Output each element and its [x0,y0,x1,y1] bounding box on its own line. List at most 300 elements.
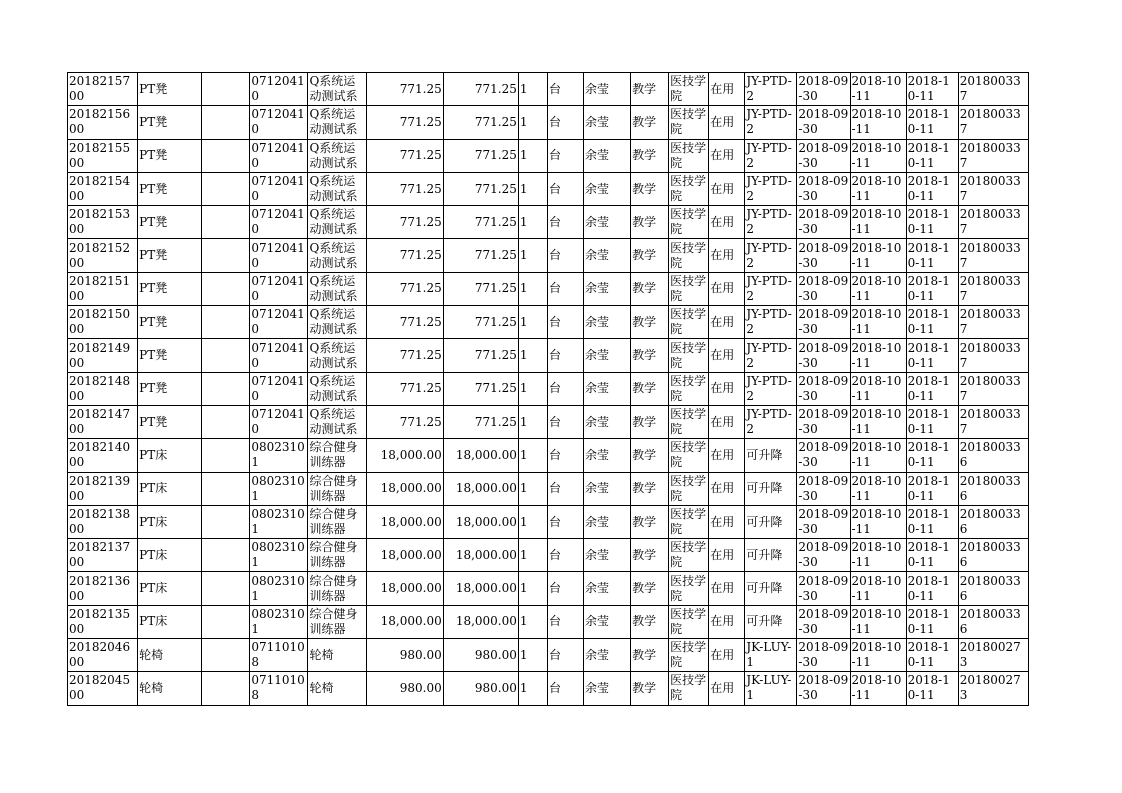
name-cell: PT凳 [138,405,202,438]
name-cell: PT凳 [138,172,202,205]
custodian-cell: 余莹 [584,272,631,305]
qty-cell: 1 [518,639,547,672]
usage-cell: 教学 [631,372,669,405]
blank-cell [202,572,250,605]
purchase-date-cell: 2018-09-30 [797,73,850,106]
table-row [68,605,1029,638]
custodian-cell: 余莹 [584,639,631,672]
blank-cell [202,539,250,572]
blank-cell [202,172,250,205]
voucher-no-cell: 201800337 [958,272,1028,305]
name-cell: PT凳 [138,206,202,239]
entry-date-cell: 2018-10-11 [850,139,906,172]
class-name-cell: 轮椅 [308,639,366,672]
class-name-cell: Q系统运动测试系 [308,306,366,339]
usage-cell: 教学 [631,472,669,505]
status-cell: 在用 [709,672,745,705]
record-date-cell: 2018-10-11 [906,639,958,672]
usage-cell: 教学 [631,272,669,305]
class-name-cell: Q系统运动测试系 [308,339,366,372]
model-cell: JY-PTD-2 [745,239,797,272]
usage-cell: 教学 [631,439,669,472]
class-code-cell: 08023101 [250,439,308,472]
unit-cell: 台 [547,306,583,339]
purchase-date-cell: 2018-09-30 [797,572,850,605]
entry-date-cell: 2018-10-11 [850,339,906,372]
blank-cell [202,306,250,339]
class-code-cell: 07120410 [250,206,308,239]
name-cell: PT床 [138,539,202,572]
dept-cell: 医技学院 [669,206,709,239]
unit-price-cell: 771.25 [366,339,443,372]
status-cell: 在用 [709,239,745,272]
usage-cell: 教学 [631,172,669,205]
status-cell: 在用 [709,439,745,472]
name-cell: 轮椅 [138,639,202,672]
qty-cell: 1 [518,405,547,438]
model-cell: 可升降 [745,572,797,605]
entry-date-cell: 2018-10-11 [850,239,906,272]
dept-cell: 医技学院 [669,605,709,638]
unit-price-cell: 18,000.00 [366,572,443,605]
table-row [68,672,1029,705]
custodian-cell: 余莹 [584,539,631,572]
table-row [68,405,1029,438]
record-date-cell: 2018-10-11 [906,172,958,205]
dept-cell: 医技学院 [669,672,709,705]
voucher-no-cell: 201800337 [958,306,1028,339]
qty-cell: 1 [518,73,547,106]
class-code-cell: 07120410 [250,272,308,305]
class-code-cell: 08023101 [250,539,308,572]
blank-cell [202,339,250,372]
unit-price-cell: 771.25 [366,73,443,106]
blank-cell [202,439,250,472]
status-cell: 在用 [709,405,745,438]
custodian-cell: 余莹 [584,472,631,505]
status-cell: 在用 [709,505,745,538]
blank-cell [202,605,250,638]
unit-price-cell: 771.25 [366,306,443,339]
unit-price-cell: 771.25 [366,139,443,172]
table-row [68,439,1029,472]
asset-no-cell: 2018214000 [68,439,138,472]
amount-cell: 771.25 [443,106,518,139]
asset-no-cell: 2018204500 [68,672,138,705]
purchase-date-cell: 2018-09-30 [797,672,850,705]
entry-date-cell: 2018-10-11 [850,206,906,239]
blank-cell [202,672,250,705]
name-cell: PT床 [138,505,202,538]
dept-cell: 医技学院 [669,472,709,505]
model-cell: JY-PTD-2 [745,139,797,172]
entry-date-cell: 2018-10-11 [850,272,906,305]
dept-cell: 医技学院 [669,106,709,139]
name-cell: PT凳 [138,306,202,339]
qty-cell: 1 [518,306,547,339]
table-row [68,339,1029,372]
entry-date-cell: 2018-10-11 [850,439,906,472]
entry-date-cell: 2018-10-11 [850,472,906,505]
model-cell: JY-PTD-2 [745,73,797,106]
model-cell: 可升降 [745,439,797,472]
table-row [68,372,1029,405]
unit-cell: 台 [547,605,583,638]
class-name-cell: Q系统运动测试系 [308,172,366,205]
name-cell: PT凳 [138,272,202,305]
usage-cell: 教学 [631,339,669,372]
entry-date-cell: 2018-10-11 [850,172,906,205]
qty-cell: 1 [518,339,547,372]
asset-no-cell: 2018214900 [68,339,138,372]
status-cell: 在用 [709,472,745,505]
voucher-no-cell: 201800273 [958,639,1028,672]
record-date-cell: 2018-10-11 [906,73,958,106]
amount-cell: 980.00 [443,672,518,705]
asset-no-cell: 2018214800 [68,372,138,405]
unit-cell: 台 [547,139,583,172]
status-cell: 在用 [709,206,745,239]
model-cell: JY-PTD-2 [745,172,797,205]
record-date-cell: 2018-10-11 [906,139,958,172]
blank-cell [202,106,250,139]
unit-cell: 台 [547,672,583,705]
model-cell: JY-PTD-2 [745,372,797,405]
class-code-cell: 08023101 [250,505,308,538]
custodian-cell: 余莹 [584,239,631,272]
class-code-cell: 07120410 [250,172,308,205]
usage-cell: 教学 [631,106,669,139]
voucher-no-cell: 201800337 [958,339,1028,372]
table-row [68,139,1029,172]
custodian-cell: 余莹 [584,405,631,438]
class-code-cell: 07120410 [250,139,308,172]
qty-cell: 1 [518,672,547,705]
unit-cell: 台 [547,472,583,505]
dept-cell: 医技学院 [669,539,709,572]
asset-no-cell: 2018213800 [68,505,138,538]
class-code-cell: 07120410 [250,73,308,106]
unit-price-cell: 771.25 [366,239,443,272]
asset-no-cell: 2018213500 [68,605,138,638]
unit-price-cell: 18,000.00 [366,605,443,638]
usage-cell: 教学 [631,572,669,605]
class-name-cell: 综合健身训练器 [308,605,366,638]
purchase-date-cell: 2018-09-30 [797,439,850,472]
asset-no-cell: 2018215400 [68,172,138,205]
record-date-cell: 2018-10-11 [906,106,958,139]
entry-date-cell: 2018-10-11 [850,572,906,605]
class-name-cell: Q系统运动测试系 [308,106,366,139]
unit-price-cell: 18,000.00 [366,439,443,472]
usage-cell: 教学 [631,139,669,172]
name-cell: PT床 [138,572,202,605]
custodian-cell: 余莹 [584,172,631,205]
purchase-date-cell: 2018-09-30 [797,172,850,205]
custodian-cell: 余莹 [584,439,631,472]
class-name-cell: Q系统运动测试系 [308,405,366,438]
model-cell: JY-PTD-2 [745,405,797,438]
status-cell: 在用 [709,539,745,572]
model-cell: JY-PTD-2 [745,206,797,239]
class-code-cell: 08023101 [250,472,308,505]
unit-price-cell: 18,000.00 [366,472,443,505]
usage-cell: 教学 [631,539,669,572]
qty-cell: 1 [518,472,547,505]
usage-cell: 教学 [631,405,669,438]
dept-cell: 医技学院 [669,639,709,672]
blank-cell [202,139,250,172]
class-name-cell: Q系统运动测试系 [308,239,366,272]
amount-cell: 18,000.00 [443,605,518,638]
name-cell: PT床 [138,439,202,472]
record-date-cell: 2018-10-11 [906,405,958,438]
unit-price-cell: 771.25 [366,372,443,405]
entry-date-cell: 2018-10-11 [850,539,906,572]
unit-price-cell: 771.25 [366,405,443,438]
asset-no-cell: 2018213700 [68,539,138,572]
unit-cell: 台 [547,505,583,538]
asset-no-cell: 2018215700 [68,73,138,106]
name-cell: PT床 [138,605,202,638]
blank-cell [202,405,250,438]
dept-cell: 医技学院 [669,439,709,472]
name-cell: PT凳 [138,339,202,372]
unit-cell: 台 [547,73,583,106]
amount-cell: 771.25 [443,405,518,438]
entry-date-cell: 2018-10-11 [850,306,906,339]
unit-cell: 台 [547,639,583,672]
blank-cell [202,272,250,305]
purchase-date-cell: 2018-09-30 [797,472,850,505]
record-date-cell: 2018-10-11 [906,272,958,305]
model-cell: JK-LUY-1 [745,672,797,705]
voucher-no-cell: 201800336 [958,439,1028,472]
table-row [68,272,1029,305]
custodian-cell: 余莹 [584,505,631,538]
purchase-date-cell: 2018-09-30 [797,405,850,438]
entry-date-cell: 2018-10-11 [850,639,906,672]
amount-cell: 771.25 [443,372,518,405]
purchase-date-cell: 2018-09-30 [797,605,850,638]
usage-cell: 教学 [631,605,669,638]
dept-cell: 医技学院 [669,139,709,172]
record-date-cell: 2018-10-11 [906,472,958,505]
amount-cell: 771.25 [443,272,518,305]
model-cell: 可升降 [745,472,797,505]
usage-cell: 教学 [631,73,669,106]
blank-cell [202,206,250,239]
qty-cell: 1 [518,206,547,239]
dept-cell: 医技学院 [669,372,709,405]
model-cell: 可升降 [745,605,797,638]
voucher-no-cell: 201800336 [958,472,1028,505]
dept-cell: 医技学院 [669,239,709,272]
voucher-no-cell: 201800337 [958,139,1028,172]
voucher-no-cell: 201800336 [958,505,1028,538]
class-name-cell: Q系统运动测试系 [308,206,366,239]
record-date-cell: 2018-10-11 [906,306,958,339]
record-date-cell: 2018-10-11 [906,605,958,638]
name-cell: PT床 [138,472,202,505]
entry-date-cell: 2018-10-11 [850,672,906,705]
voucher-no-cell: 201800337 [958,239,1028,272]
dept-cell: 医技学院 [669,339,709,372]
custodian-cell: 余莹 [584,206,631,239]
qty-cell: 1 [518,539,547,572]
blank-cell [202,239,250,272]
asset-no-cell: 2018215200 [68,239,138,272]
status-cell: 在用 [709,139,745,172]
asset-no-cell: 2018215500 [68,139,138,172]
qty-cell: 1 [518,272,547,305]
class-name-cell: 综合健身训练器 [308,572,366,605]
blank-cell [202,505,250,538]
asset-no-cell: 2018213600 [68,572,138,605]
purchase-date-cell: 2018-09-30 [797,239,850,272]
unit-cell: 台 [547,405,583,438]
class-name-cell: 综合健身训练器 [308,539,366,572]
voucher-no-cell: 201800337 [958,405,1028,438]
class-code-cell: 07120410 [250,339,308,372]
class-name-cell: Q系统运动测试系 [308,272,366,305]
asset-no-cell: 2018214700 [68,405,138,438]
purchase-date-cell: 2018-09-30 [797,639,850,672]
amount-cell: 771.25 [443,73,518,106]
model-cell: JK-LUY-1 [745,639,797,672]
name-cell: PT凳 [138,73,202,106]
custodian-cell: 余莹 [584,106,631,139]
purchase-date-cell: 2018-09-30 [797,139,850,172]
table-row [68,306,1029,339]
unit-price-cell: 18,000.00 [366,539,443,572]
entry-date-cell: 2018-10-11 [850,605,906,638]
voucher-no-cell: 201800273 [958,672,1028,705]
asset-no-cell: 2018215300 [68,206,138,239]
asset-table [67,72,1029,706]
purchase-date-cell: 2018-09-30 [797,106,850,139]
table-row [68,172,1029,205]
table-row [68,206,1029,239]
unit-price-cell: 18,000.00 [366,505,443,538]
unit-price-cell: 980.00 [366,672,443,705]
name-cell: PT凳 [138,239,202,272]
status-cell: 在用 [709,306,745,339]
record-date-cell: 2018-10-11 [906,672,958,705]
blank-cell [202,372,250,405]
custodian-cell: 余莹 [584,73,631,106]
unit-cell: 台 [547,572,583,605]
table-row [68,472,1029,505]
voucher-no-cell: 201800337 [958,372,1028,405]
entry-date-cell: 2018-10-11 [850,505,906,538]
custodian-cell: 余莹 [584,339,631,372]
status-cell: 在用 [709,605,745,638]
usage-cell: 教学 [631,672,669,705]
dept-cell: 医技学院 [669,272,709,305]
custodian-cell: 余莹 [584,372,631,405]
table-row [68,639,1029,672]
model-cell: JY-PTD-2 [745,106,797,139]
class-code-cell: 07110108 [250,639,308,672]
class-name-cell: Q系统运动测试系 [308,73,366,106]
name-cell: PT凳 [138,372,202,405]
amount-cell: 771.25 [443,172,518,205]
amount-cell: 771.25 [443,306,518,339]
dept-cell: 医技学院 [669,306,709,339]
record-date-cell: 2018-10-11 [906,505,958,538]
unit-cell: 台 [547,539,583,572]
unit-price-cell: 771.25 [366,272,443,305]
asset-no-cell: 2018204600 [68,639,138,672]
status-cell: 在用 [709,106,745,139]
unit-price-cell: 771.25 [366,106,443,139]
record-date-cell: 2018-10-11 [906,439,958,472]
unit-price-cell: 771.25 [366,172,443,205]
class-name-cell: 轮椅 [308,672,366,705]
dept-cell: 医技学院 [669,73,709,106]
usage-cell: 教学 [631,639,669,672]
qty-cell: 1 [518,372,547,405]
usage-cell: 教学 [631,206,669,239]
table-body [68,73,1029,706]
name-cell: PT凳 [138,139,202,172]
status-cell: 在用 [709,572,745,605]
purchase-date-cell: 2018-09-30 [797,372,850,405]
class-name-cell: 综合健身训练器 [308,439,366,472]
custodian-cell: 余莹 [584,672,631,705]
qty-cell: 1 [518,239,547,272]
entry-date-cell: 2018-10-11 [850,372,906,405]
status-cell: 在用 [709,272,745,305]
table-row [68,539,1029,572]
record-date-cell: 2018-10-11 [906,339,958,372]
unit-cell: 台 [547,372,583,405]
class-code-cell: 07110108 [250,672,308,705]
record-date-cell: 2018-10-11 [906,539,958,572]
custodian-cell: 余莹 [584,605,631,638]
status-cell: 在用 [709,372,745,405]
class-code-cell: 07120410 [250,372,308,405]
class-name-cell: 综合健身训练器 [308,472,366,505]
amount-cell: 18,000.00 [443,572,518,605]
dept-cell: 医技学院 [669,572,709,605]
qty-cell: 1 [518,572,547,605]
asset-no-cell: 2018215000 [68,306,138,339]
voucher-no-cell: 201800336 [958,572,1028,605]
amount-cell: 18,000.00 [443,439,518,472]
unit-cell: 台 [547,106,583,139]
status-cell: 在用 [709,639,745,672]
class-name-cell: Q系统运动测试系 [308,372,366,405]
unit-price-cell: 771.25 [366,206,443,239]
record-date-cell: 2018-10-11 [906,239,958,272]
amount-cell: 18,000.00 [443,539,518,572]
name-cell: PT凳 [138,106,202,139]
unit-cell: 台 [547,272,583,305]
dept-cell: 医技学院 [669,405,709,438]
unit-cell: 台 [547,339,583,372]
model-cell: JY-PTD-2 [745,306,797,339]
status-cell: 在用 [709,172,745,205]
purchase-date-cell: 2018-09-30 [797,505,850,538]
usage-cell: 教学 [631,505,669,538]
amount-cell: 771.25 [443,139,518,172]
qty-cell: 1 [518,505,547,538]
blank-cell [202,472,250,505]
qty-cell: 1 [518,106,547,139]
model-cell: JY-PTD-2 [745,272,797,305]
